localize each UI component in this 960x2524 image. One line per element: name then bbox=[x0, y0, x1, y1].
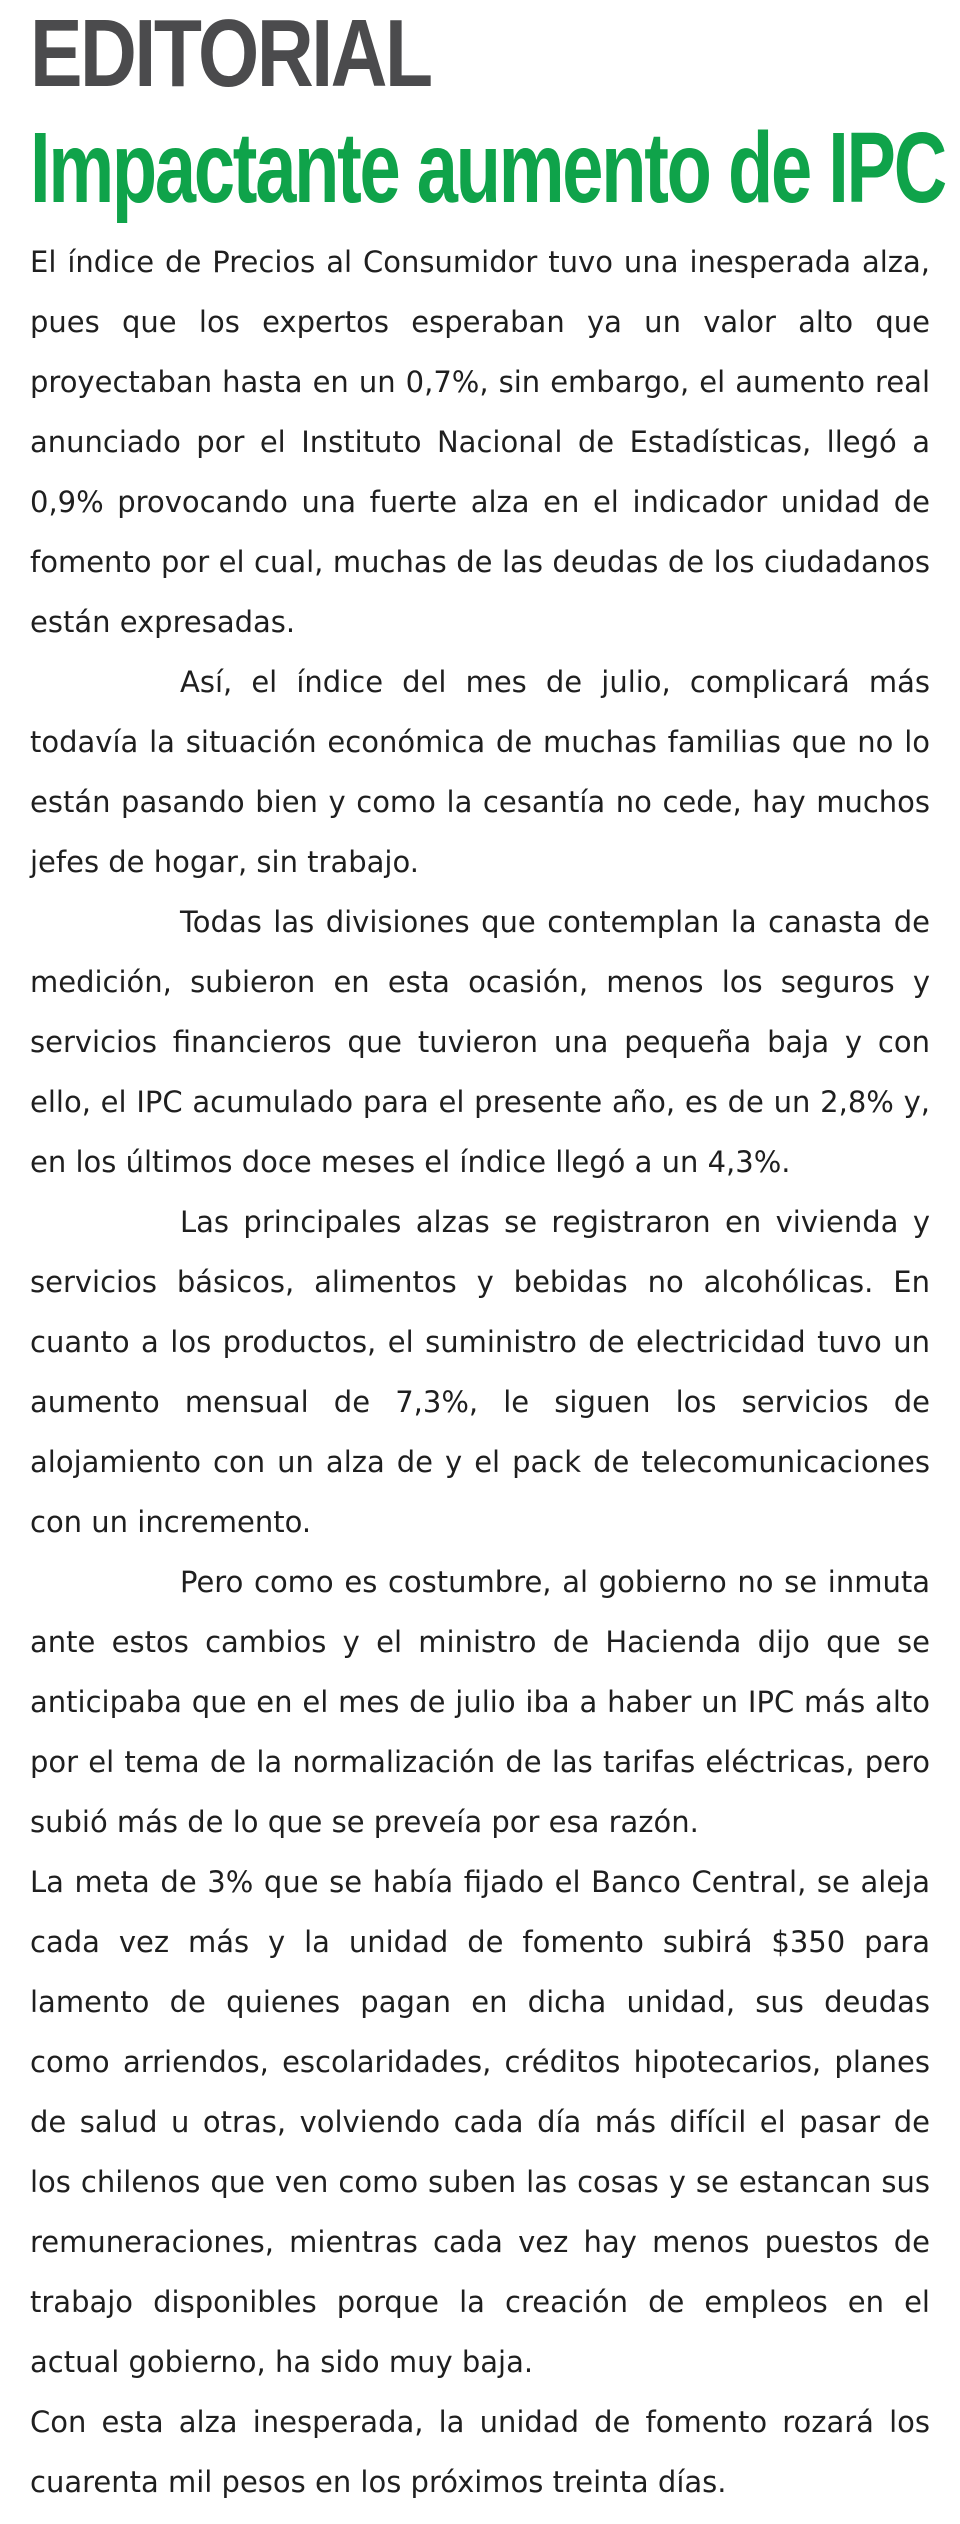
section-label: EDITORIAL bbox=[30, 0, 431, 107]
paragraph-3: Todas las divisiones que contemplan la canasta de medición, subieron en esta ocasión, menos los seguros y servicios financieros que tuvieron una pequeña baja y con ello, el IPC acumulado para el presente año, es de un 2,8% y, en los últimos doce meses el índice llegó a un 4,3%. bbox=[30, 905, 930, 1179]
paragraph-1: El índice de Precios al Consumidor tuvo una inesperada alza, pues que los expertos esperaban ya un valor alto que proyectaban hasta en un 0,7%, sin embargo, el aumento real anunciado por el Instituto Nacional de Estadísticas, llegó a 0,9% provocando una fuerte alza en el indicador unidad de fomento por el cual, muchas de las deudas de los ciudadanos están expresadas. bbox=[30, 245, 930, 639]
paragraph-4: Las principales alzas se registraron en vivienda y servicios básicos, alimentos y bebidas no alcohólicas. En cuanto a los productos, el suministro de electricidad tuvo un aumento mensual de 7,3%, le siguen los servicios de alojamiento con un alza de y el pack de telecomunicaciones con un incremento. bbox=[30, 1205, 930, 1539]
paragraph-5: Pero como es costumbre, al gobierno no se inmuta ante estos cambios y el ministro de Hacienda dijo que se anticipaba que en el mes de julio iba a haber un IPC más alto por el tema de la normalización de las tarifas eléctricas, pero subió más de lo que se preveía por esa razón. bbox=[30, 1565, 930, 1839]
paragraph-2: Así, el índice del mes de julio, complicará más todavía la situación económica de muchas familias que no lo están pasando bien y como la cesantía no cede, hay muchos jefes de hogar, sin trabajo. bbox=[30, 665, 930, 879]
paragraph-7: Con esta alza inesperada, la unidad de fomento rozará los cuarenta mil pesos en los próximos treinta días. bbox=[30, 2405, 930, 2499]
paragraph-6: La meta de 3% que se había fijado el Banco Central, se aleja cada vez más y la unidad de fomento subirá $350 para lamento de quienes pagan en dicha unidad, sus deudas como arriendos, escolaridades, créditos hipotecarios, planes de salud u otras, volviendo cada día más difícil el pasar de los chilenos que ven como suben las cosas y se estancan sus remuneraciones, mientras cada vez hay menos puestos de trabajo disponibles porque la creación de empleos en el actual gobierno, ha sido muy baja. bbox=[30, 1865, 930, 2379]
headline: Impactante aumento de IPC bbox=[30, 112, 945, 224]
article-body bbox=[30, 232, 930, 2512]
